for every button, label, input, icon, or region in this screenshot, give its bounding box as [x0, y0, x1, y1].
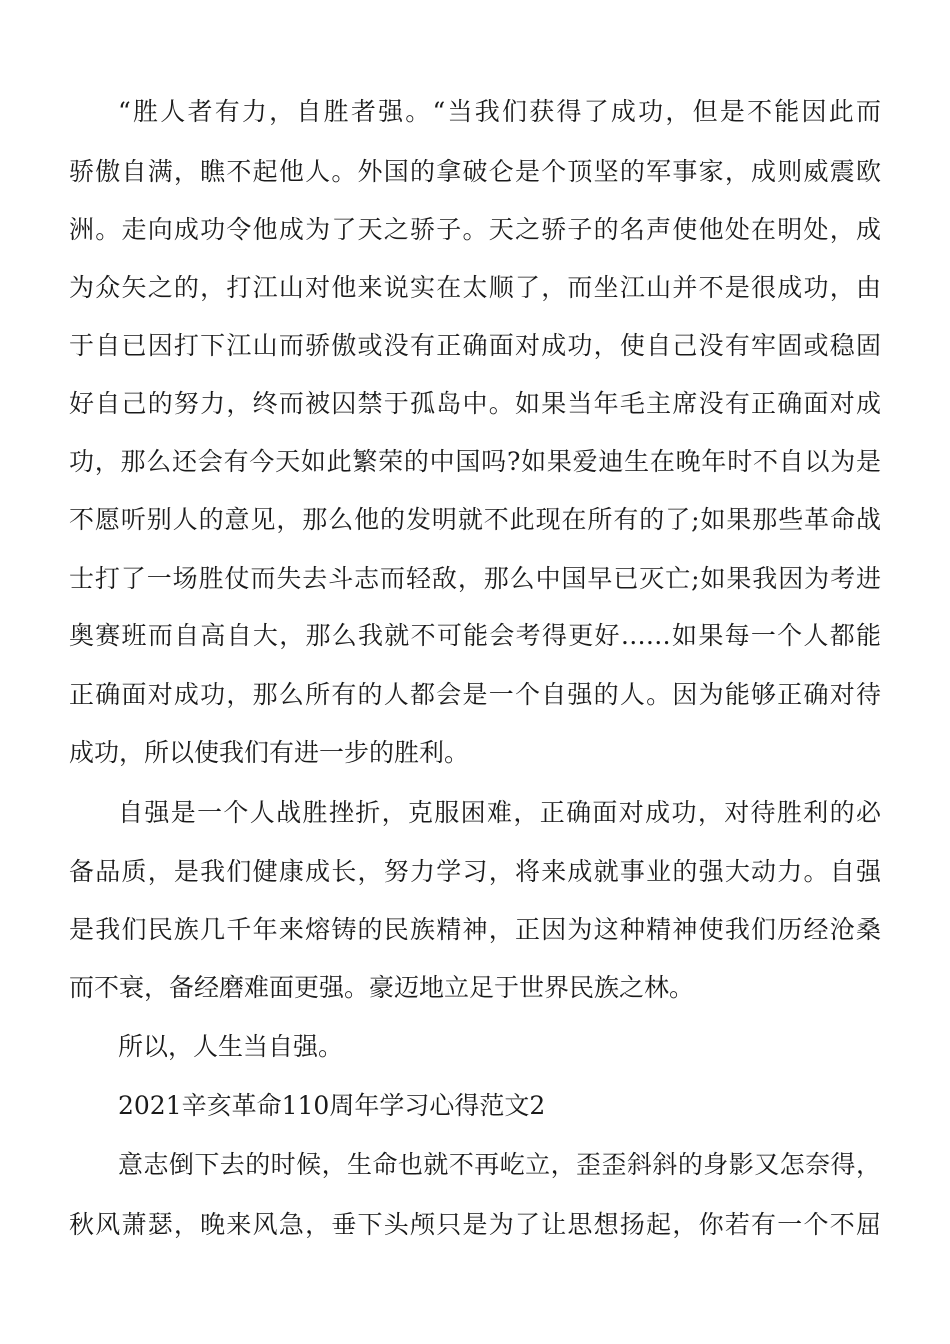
- text-line: 备品质，是我们健康成长，努力学习，将来成就事业的强大动力。自强: [69, 857, 881, 886]
- text-line: 意志倒下去的时候，生命也就不再屹立，歪歪斜斜的身影又怎奈得，: [118, 1150, 881, 1179]
- text-line: 为众矢之的，打江山对他来说实在太顺了，而坐江山并不是很成功，由: [69, 273, 881, 302]
- text-line: 而不衰，备经磨难面更强。豪迈地立足于世界民族之林。: [69, 973, 695, 1002]
- text-line: 骄傲自满，瞧不起他人。外国的拿破仑是个顶坚的军事家，成则威震欧: [69, 157, 881, 186]
- text-line: 不愿听别人的意见，那么他的发明就不此现在所有的了;如果那些革命战: [69, 505, 881, 534]
- text-line: 士打了一场胜仗而失去斗志而轻敌，那么中国早已灭亡;如果我因为考进: [69, 564, 881, 593]
- text-line: 是我们民族几千年来熔铸的民族精神，正因为这种精神使我们历经沧桑: [69, 915, 881, 944]
- text-line: 好自己的努力，终而被囚禁于孤岛中。如果当年毛主席没有正确面对成: [69, 389, 881, 418]
- text-line: 洲。走向成功令他成为了天之骄子。天之骄子的名声使他处在明处，成: [69, 215, 881, 244]
- paragraph-3: 所以，人生当自强。: [118, 1032, 344, 1061]
- text-line: 正确面对成功，那么所有的人都会是一个自强的人。因为能够正确对待: [69, 680, 881, 709]
- text-line: 功，那么还会有今天如此繁荣的中国吗?如果爱迪生在晚年时不自以为是: [69, 447, 881, 476]
- text-line: 奥赛班而自高自大，那么我就不可能会考得更好……如果每一个人都能: [69, 621, 881, 650]
- text-line: 于自已因打下江山而骄傲或没有正确面对成功，使自己没有牢固或稳固: [69, 331, 881, 360]
- section-heading: 2021辛亥革命110周年学习心得范文2: [118, 1091, 546, 1120]
- text-line: 秋风萧瑟，晚来风急，垂下头颅只是为了让思想扬起，你若有一个不屈: [69, 1210, 881, 1239]
- text-line: “胜人者有力，自胜者强。“当我们获得了成功，但是不能因此而: [118, 97, 881, 126]
- text-line: 自强是一个人战胜挫折，克服困难，正确面对成功，对待胜利的必: [118, 798, 881, 827]
- text-line: 成功，所以使我们有进一步的胜利。: [69, 738, 470, 767]
